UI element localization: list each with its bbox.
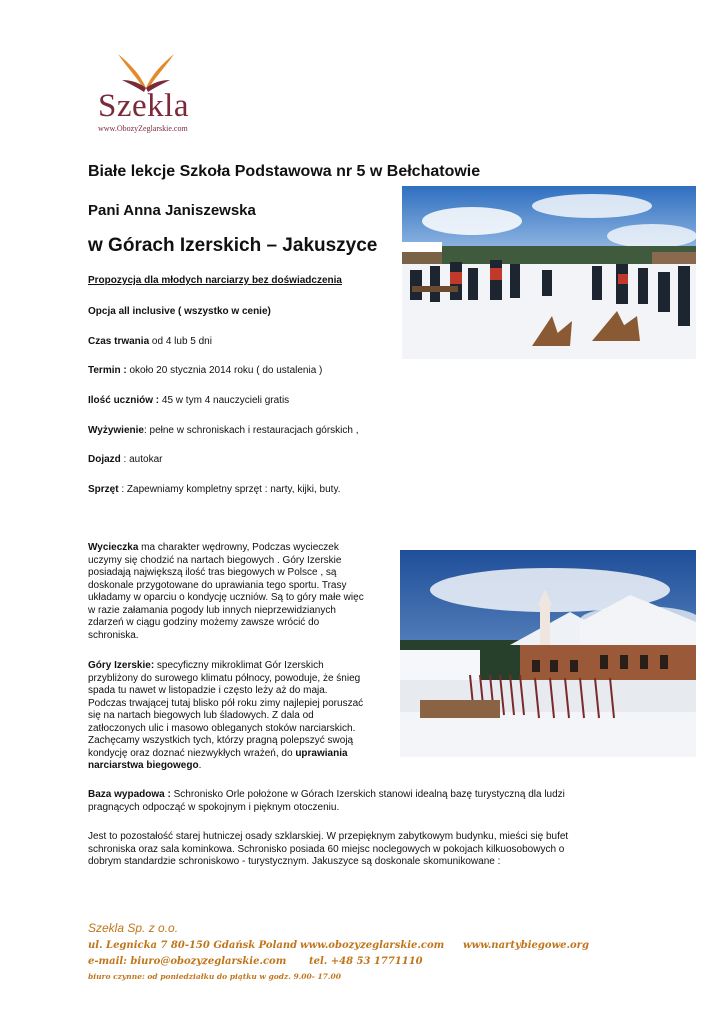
food-line: Wyżywienie: pełne w schroniskach i restauracjach górskich ,	[88, 425, 359, 436]
mountains-paragraph: Góry Izerskie: specyficzny mikroklimat Gór Izerskich przybliżony do surowego klimatu północy, powoduje, że śnieg spada tu nawet w listopadzie i często leży aż do maja. Podczas trwającej tutaj blisko pół roku zimy najlepiej poruszać się na nartach biegowych lub śladowych. Z dala od zatłoczonych ulic i masowo obleganych stoków narciarskich. Zachęcamy wszystkich tych, którzy pragną polepszyć swoją kondycję oraz doznać niezwykłych wrażeń, do uprawiania narciarstwa biegowego.	[88, 660, 364, 771]
skiers-photo	[402, 186, 696, 359]
office-hours: biuro czynne: od poniedziałku do piątku w godz. 9.00- 17.00	[88, 972, 341, 981]
lodge-photo	[400, 550, 696, 757]
students-line: Ilość uczniów : 45 w tym 4 nauczycieli gratis	[88, 395, 290, 406]
email-link[interactable]: e-mail: biuro@obozyzeglarskie.com	[88, 956, 287, 967]
base-paragraph: Baza wypadowa : Schronisko Orle położone w Górach Izerskich stanowi idealną bazę turystyczną dla ludzi pragnących odpocząć w spokojnym i pięknym otoczeniu.	[88, 789, 565, 813]
history-paragraph: Jest to pozostałość starej hutniczej osady szklarskiej. W przepięknym zabytkowym budynku, mieści się bufet schroniska oraz sala kominkowa. Schronisko posiada 60 miejsc noclegowych w pokojach kilkuosobowych o dobrym standardzie schroniskowo - turystycznym. Jakuszyce są doskonale skomunikowane :	[88, 831, 569, 867]
gear-line: Sprzęt : Zapewniamy kompletny sprzęt : narty, kijki, buty.	[88, 484, 341, 495]
option-line: Opcja all inclusive ( wszystko w cenie)	[88, 306, 271, 317]
location-heading: w Górach Izerskich – Jakuszyce	[88, 235, 378, 256]
teacher-name: Pani Anna Janiszewska	[88, 202, 256, 219]
duration-line: Czas trwania od 4 lub 5 dni	[88, 336, 212, 347]
phone-number: tel. +48 53 1771110	[309, 956, 423, 967]
trip-paragraph: Wycieczka ma charakter wędrowny, Podczas wycieczek uczymy się chodzić na nartach biegowych . Góry Izerskie posiadają największą ilość tras biegowych w Polsce , są doskonale przygotowane do uprawiania tego sportu. Trasy układamy w oparciu o kondycję uczniów. Są to góry małe więc w razie załamania pogody lub innych nieprzewidzianych zdarzeń w ciągu godziny możemy zawsze wrócić do schroniska.	[88, 542, 364, 641]
logo-url[interactable]: www.ObozyZeglarskie.com	[98, 124, 188, 133]
transport-line: Dojazd : autokar	[88, 454, 163, 465]
proposal-subtitle: Propozycja dla młodych narciarzy bez doświadczenia	[88, 275, 342, 286]
site-link-narty[interactable]: www.nartybiegowe.org	[463, 940, 589, 951]
date-line: Termin : około 20 stycznia 2014 roku ( do ustalenia )	[88, 365, 323, 376]
company-name: Szekla Sp. z o.o.	[88, 921, 179, 935]
document-title: Białe lekcje Szkoła Podstawowa nr 5 w Bełchatowie	[88, 163, 481, 180]
logo-wordmark: Szekla	[98, 88, 189, 124]
site-link-obozy[interactable]: www.obozyzeglarskie.com	[300, 940, 445, 951]
company-address: ul. Legnicka 7 80-150 Gdańsk Poland	[88, 940, 298, 951]
